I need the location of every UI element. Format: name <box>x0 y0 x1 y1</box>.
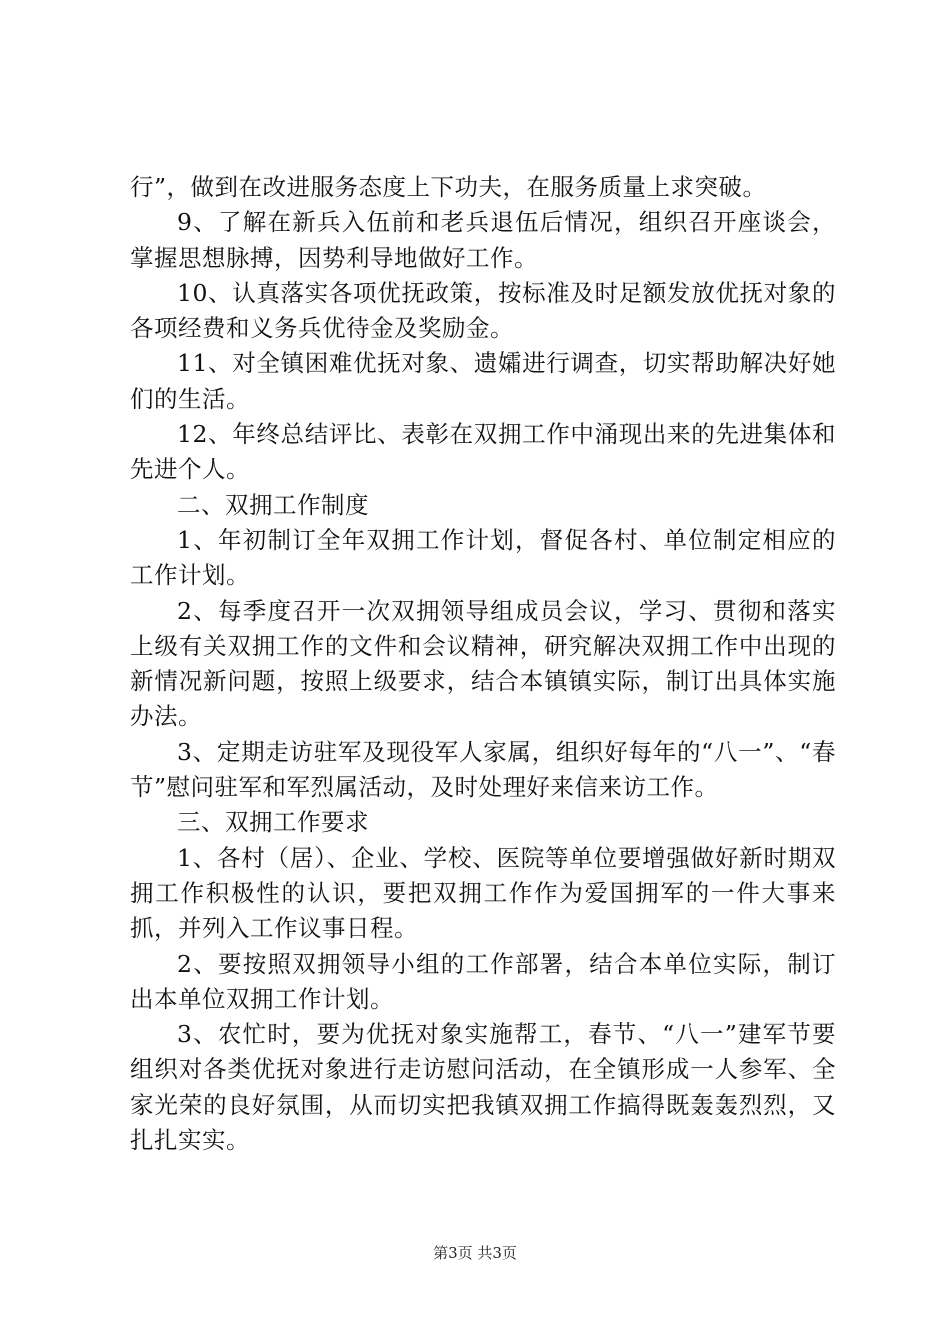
paragraph: 3、农忙时，要为优抚对象实施帮工，春节、“八一”建军节要组织对各类优抚对象进行走访慰问活动，在全镇形成一人参军、全家光荣的良好氛围，从而切实把我镇双拥工作搞得既轰轰烈烈，又扎扎实实。 <box>130 1020 836 1155</box>
paragraph: 11、对全镇困难优抚对象、遗孀进行调查，切实帮助解决好她们的生活。 <box>130 349 836 413</box>
document-body <box>130 170 836 1158</box>
page-footer: 第3页 共3页 <box>433 1244 517 1262</box>
paragraph: 3、定期走访驻军及现役军人家属，组织好每年的“八一”、“春节”慰问驻军和军烈属活动，及时处理好来信来访工作。 <box>130 737 836 802</box>
paragraph: 1、各村（居）、企业、学校、医院等单位要增强做好新时期双拥工作积极性的认识，要把双拥工作作为爱国拥军的一件大事来抓，并列入工作议事日程。 <box>130 843 836 943</box>
paragraph: 10、认真落实各项优抚政策，按标准及时足额发放优抚对象的各项经费和义务兵优待金及奖励金。 <box>130 278 836 343</box>
paragraph: 9、了解在新兵入伍前和老兵退伍后情况，组织召开座谈会，掌握思想脉搏，因势利导地做好工作。 <box>130 208 836 272</box>
paragraph: 1、年初制订全年双拥工作计划，督促各村、单位制定相应的工作计划。 <box>130 525 836 590</box>
paragraph: 行”，做到在改进服务态度上下功夫，在服务质量上求突破。 <box>130 173 767 201</box>
paragraph: 12、年终总结评比、表彰在双拥工作中涌现出来的先进集体和先进个人。 <box>130 420 836 484</box>
paragraph: 2、要按照双拥领导小组的工作部署，结合本单位实际，制订出本单位双拥工作计划。 <box>130 949 836 1013</box>
section-heading: 二、双拥工作制度 <box>177 490 369 519</box>
section-heading: 三、双拥工作要求 <box>177 808 369 837</box>
paragraph: 2、每季度召开一次双拥领导组成员会议，学习、贯彻和落实上级有关双拥工作的文件和会议精神，研究解决双拥工作中出现的新情况新问题，按照上级要求，结合本镇镇实际，制订出具体实施办法。 <box>130 596 836 731</box>
